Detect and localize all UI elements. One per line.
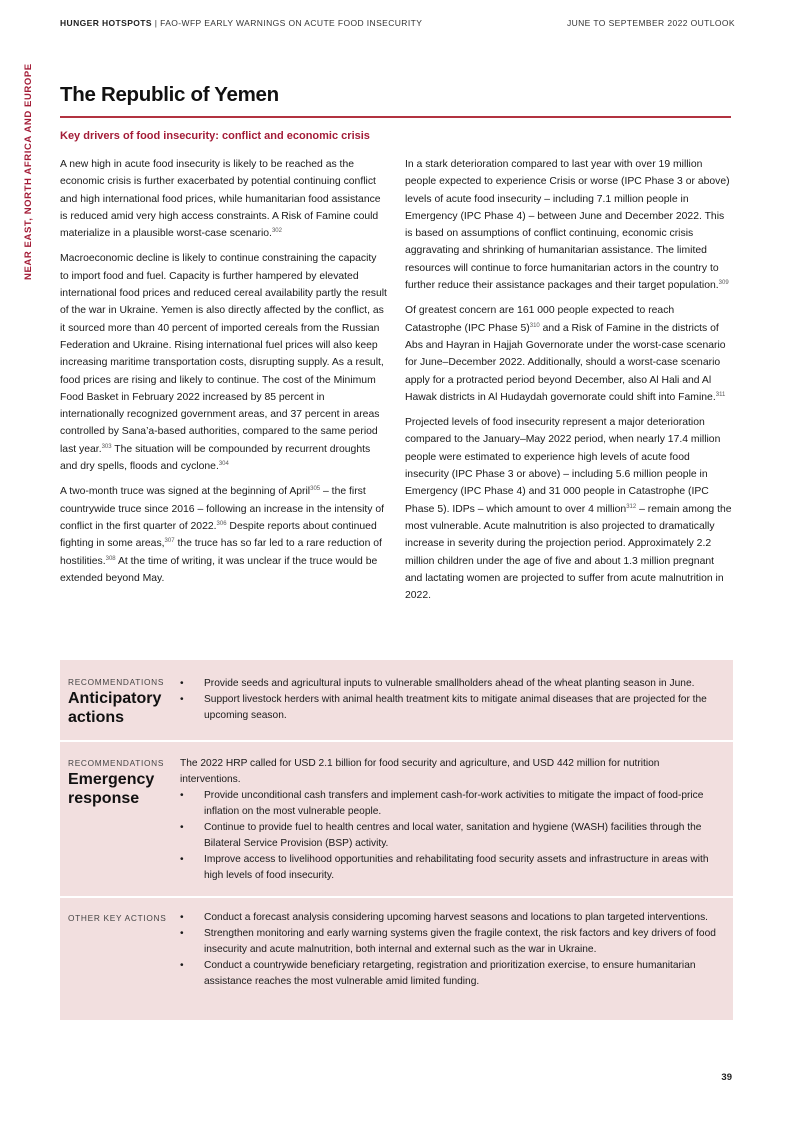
running-header-right: JUNE TO SEPTEMBER 2022 OUTLOOK bbox=[566, 18, 735, 28]
list-item bbox=[180, 788, 720, 820]
page-title: The Republic of Yemen bbox=[60, 83, 279, 106]
emergency-response-panel bbox=[60, 742, 733, 896]
paragraph bbox=[60, 156, 388, 242]
bullet-icon: • bbox=[180, 928, 184, 939]
running-header-left bbox=[60, 18, 422, 28]
text-run: At the time of writing, it was unclear if the truce would be extended beyond May. bbox=[60, 555, 378, 584]
footnote-ref: 309 bbox=[718, 280, 729, 287]
list-item-text: Support livestock herders with animal health treatment kits to mitigate animal diseases that are projected for the upcoming season. bbox=[204, 694, 707, 721]
anticipatory-actions-panel bbox=[60, 660, 733, 740]
list-item bbox=[180, 958, 720, 990]
text-run: The situation will be compounded by recurrent droughts and dry spells, floods and cyclone. bbox=[60, 443, 371, 473]
title-divider bbox=[60, 116, 731, 118]
list-item-text: Improve access to livelihood opportunities and rehabilitating food security assets and infrastructure in areas with high levels of food insecurity. bbox=[204, 854, 709, 881]
bullet-icon: • bbox=[180, 854, 184, 865]
bullet-icon: • bbox=[180, 694, 184, 705]
right-text-column bbox=[405, 156, 733, 612]
list-item bbox=[180, 820, 720, 852]
panel-intro: The 2022 HRP called for USD 2.1 billion for food security and agriculture, and USD 442 million for nutrition interventions. bbox=[180, 758, 660, 785]
text-run: – the first countrywide truce since 2016 – following an increase in the intensity of conflict in the first quarter of 2022. bbox=[60, 486, 385, 532]
other-key-actions-panel bbox=[60, 898, 733, 1020]
text-run: Macroeconomic decline is likely to continue constraining the capacity to import food and fuel. Capacity is further hampered by elevated international food prices and reduced cereal availability partly the result of the war in Ukraine. Yemen is also directly affected by the conflict, as it sourced more than 40 percent of imported cereals from the Russian Federation and Ukraine. Rising international fuel prices will also keep increasing maritime transportation costs, disrupting supply. As a result, food prices are rising and likely to continue. The cost of the Minimum Food Basket in February 2022 increased by 85 percent in internationally recognized government areas, and 37 percent in areas controlled by Sana’a-based authorities, compared to the same period last year. bbox=[60, 253, 387, 455]
series-name: HUNGER HOTSPOTS bbox=[60, 18, 152, 28]
left-text-column bbox=[60, 156, 388, 595]
list-item-text: Conduct a countrywide beneficiary retargeting, registration and prioritization exercise, to ensure humanitarian assistance reaches the most vulnerable amid limited funding. bbox=[204, 960, 696, 987]
paragraph bbox=[405, 156, 733, 294]
text-run: – remain among the most vulnerable. Acute malnutrition is also projected to dramatically increase in severity during the projection period. Approximately 2.2 million children under the age of five and about 1.3 million pregnant and lactating women are projected to suffer from acute malnutrition in 2022. bbox=[405, 503, 732, 602]
paragraph bbox=[60, 483, 388, 587]
bullet-list bbox=[180, 788, 720, 884]
text-run: A new high in acute food insecurity is likely to be reached as the economic crisis is further exacerbated by potential continuing conflict and high international food prices, while humanitarian food assistance is reduced amid very high access constraints. A Risk of Famine could materialize in a plausible worst-case scenario. bbox=[60, 159, 381, 240]
list-item bbox=[180, 926, 720, 958]
section-subheading: Key drivers of food insecurity: conflict and economic crisis bbox=[60, 130, 370, 142]
list-item bbox=[180, 852, 720, 884]
footnote-ref: 310 bbox=[529, 322, 540, 329]
bullet-icon: • bbox=[180, 790, 184, 801]
bullet-icon: • bbox=[180, 960, 184, 971]
panel-title: Emergency response bbox=[68, 771, 155, 807]
list-item-text: Strengthen monitoring and early warning systems given the fragile context, the risk factors and key drivers of food insecurity and acute malnutrition, both internal and external such as the war in Ukraine. bbox=[204, 928, 716, 955]
page-number: 39 bbox=[721, 1072, 732, 1083]
panel-kicker: RECOMMENDATIONS bbox=[68, 758, 165, 768]
text-run: In a stark deterioration compared to last year with over 19 million people expected to experience Crisis or worse (IPC Phase 3 or above) levels of acute food insecurity – including 7.1 million people in Emergency (IPC Phase 4) – between June and December 2022. This is based on assumptions of conflict continuing, economic crisis aggravating and shrinking of humanitarian assistance. The limited resources will continue to force humanitarian actors in the country to further reduce their assistance packages and their target population. bbox=[405, 159, 730, 292]
panel-kicker: OTHER KEY ACTIONS bbox=[68, 913, 167, 923]
bullet-list bbox=[180, 910, 720, 990]
footnote-ref: 311 bbox=[715, 391, 726, 398]
panel-title: Anticipatory actions bbox=[68, 690, 162, 726]
list-item-text: Provide seeds and agricultural inputs to vulnerable smallholders ahead of the wheat planting season in June. bbox=[204, 678, 695, 689]
list-item bbox=[180, 692, 720, 724]
list-item-text: Continue to provide fuel to health centres and local water, sanitation and hygiene (WASH) facilities through the Bilateral Service Provision (BSP) activity. bbox=[204, 822, 702, 849]
paragraph bbox=[405, 302, 733, 406]
text-run: A two-month truce was signed at the beginning of April bbox=[60, 486, 311, 498]
panel-body bbox=[180, 756, 720, 884]
bullet-icon: • bbox=[180, 678, 184, 689]
footnote-ref: 306 bbox=[216, 520, 227, 527]
text-run: Projected levels of food insecurity represent a major deterioration compared to the January–May 2022 period, when nearly 17.4 million people were estimated to experience high levels of acute food insecurity (IPC Phase 3 or above) – including 5.6 million people in Emergency (IPC Phase 4) and 31 000 people in Catastrophe (IPC Phase 5). IDPs – which amount to over 4 million bbox=[405, 417, 721, 515]
bullet-icon: • bbox=[180, 912, 184, 923]
list-item bbox=[180, 910, 720, 926]
list-item-text: Provide unconditional cash transfers and implement cash-for-work activities to mitigate the impact of food-price inflation on the most vulnerable people. bbox=[204, 790, 704, 817]
footnote-ref: 307 bbox=[164, 538, 175, 545]
paragraph bbox=[60, 250, 388, 475]
paragraph bbox=[405, 414, 733, 604]
list-item-text: Conduct a forecast analysis considering upcoming harvest seasons and locations to plan targeted interventions. bbox=[204, 912, 709, 923]
panel-kicker: RECOMMENDATIONS bbox=[68, 677, 165, 687]
side-label-text: NEAR EAST, NORTH AFRICA AND EUROPE bbox=[23, 63, 34, 280]
list-item bbox=[180, 676, 720, 692]
series-subtitle: | FAO-WFP EARLY WARNINGS ON ACUTE FOOD INSECURITY bbox=[151, 18, 423, 28]
text-run: and a Risk of Famine in the districts of Abs and Hayran in Hajjah Governorate under the worst-case scenario for June–December 2022. Additionally, should a worst-case scenario apply for a protracted period beyond December, also Al Hali and Al Hawak districts in Al Hudaydah governorate could shift into Famine. bbox=[405, 322, 726, 403]
footnote-ref: 302 bbox=[271, 228, 282, 235]
footnote-ref: 304 bbox=[218, 461, 229, 468]
text-run: Of greatest concern are 161 000 people expected to reach Catastrophe (IPC Phase 5) bbox=[405, 305, 675, 334]
bullet-list bbox=[180, 676, 720, 724]
bullet-icon: • bbox=[180, 822, 184, 833]
text-run: Despite reports about continued fighting in some areas, bbox=[60, 520, 377, 550]
footnote-ref: 305 bbox=[310, 486, 321, 493]
text-run: the truce has so far led to a rare reduction of hostilities. bbox=[60, 538, 382, 567]
footnote-ref: 303 bbox=[101, 443, 112, 450]
panel-body bbox=[180, 910, 720, 990]
footnote-ref: 308 bbox=[105, 555, 116, 562]
footnote-ref: 312 bbox=[626, 503, 637, 510]
panel-body bbox=[180, 676, 720, 724]
